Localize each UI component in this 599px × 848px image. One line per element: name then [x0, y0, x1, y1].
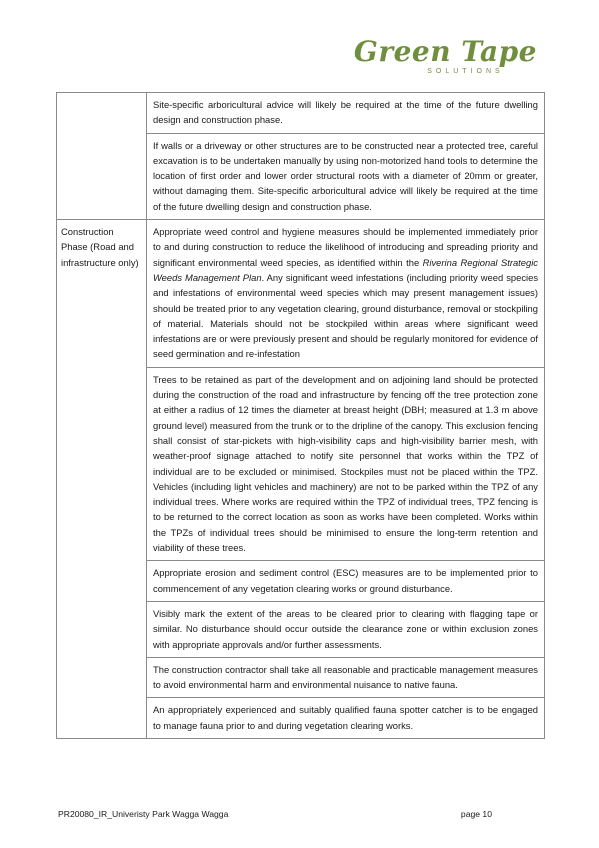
- measure-cell: Visibly mark the extent of the areas to be cleared prior to clearing with flagging tape or similar. No disturbance should occur outside the clearance zone or within exclusion zones with appropriate approvals and/or further assessments.: [147, 601, 545, 657]
- measure-cell: An appropriately experienced and suitably qualified fauna spotter catcher is to be engaged to manage fauna prior to and during vegetation clearing works.: [147, 698, 545, 739]
- measure-cell: [147, 220, 545, 368]
- measure-cell: The construction contractor shall take all reasonable and practicable management measures to avoid environmental harm and environmental nuisance to native fauna.: [147, 657, 545, 698]
- measure-cell: Site-specific arboricultural advice will likely be required at the time of the future dwelling design and construction phase.: [147, 93, 545, 134]
- empty-label-cell: [57, 93, 147, 220]
- measure-cell: If walls or a driveway or other structures are to be constructed near a protected tree, careful excavation is to be undertaken manually by using non-motorized hand tools to determine the location of first order and lower order structural roots with a diameter of 20mm or greater, without damaging them. Site-specific arboricultural advice will likely be required at the time of the future dwelling design and construction phase.: [147, 133, 545, 219]
- phase-label-cell: Construction Phase (Road and infrastructure only): [57, 220, 147, 739]
- mitigation-table: [56, 92, 545, 739]
- measure-cell: Trees to be retained as part of the development and on adjoining land should be protected during the construction of the road and infrastructure by fencing off the tree protection zone at either a radius of 12 times the diameter at breast height (DBH; measured at 1.3 m above ground level) measured from the trunk or to the dripline of the canopy. This exclusion fencing shall consist of star-pickets with high-visibility caps and high-visibility barrier mesh, with weather-proof signage attached to notify site personnel that works within the TPZ of individual are to be excluded or minimised. Stockpiles must not be placed within the TPZ. Vehicles (including light vehicles and machinery) are not to be parked within the TPZ of any individual trees. Where works are required within the TPZ of individual trees, TPZ fencing is to be returned to the correct location as soon as works have been completed. Works within the TPZs of individual trees should be minimised to ensure the long-term retention and viability of these trees.: [147, 367, 545, 561]
- weeds-plan-title: Riverina Regional Strategic Weeds Management Plan: [153, 256, 538, 283]
- measure-text: Appropriate weed control and hygiene measures should be implemented immediately prior to and during construction to reduce the likelihood of introducing and spreading priority and significant environmental weed species, as identified within the: [153, 226, 538, 268]
- logo-text: Green Tape: [353, 35, 537, 68]
- table-row: [57, 220, 545, 368]
- footer-page-number: page 10: [460, 809, 492, 819]
- logo-subtext: SOLUTIONS: [427, 68, 504, 75]
- table-row: [57, 93, 545, 134]
- footer-document-id: PR20080_IR_Univeristy Park Wagga Wagga: [58, 809, 229, 819]
- measure-cell: Appropriate erosion and sediment control (ESC) measures are to be implemented prior to commencement of any vegetation clearing works or ground disturbance.: [147, 561, 545, 602]
- company-logo: [353, 35, 537, 75]
- measure-text: . Any significant weed infestations (including priority weed species and infestations of environmental weed species which may present management issues) should be treated prior to any vegetation clearing, ground disturbance, removal or stockpiling of material. Materials should not be stockpiled within areas where significant weed infestations are or were previously present and should be regularly monitored for evidence of seed germination and re-infestation: [153, 271, 539, 360]
